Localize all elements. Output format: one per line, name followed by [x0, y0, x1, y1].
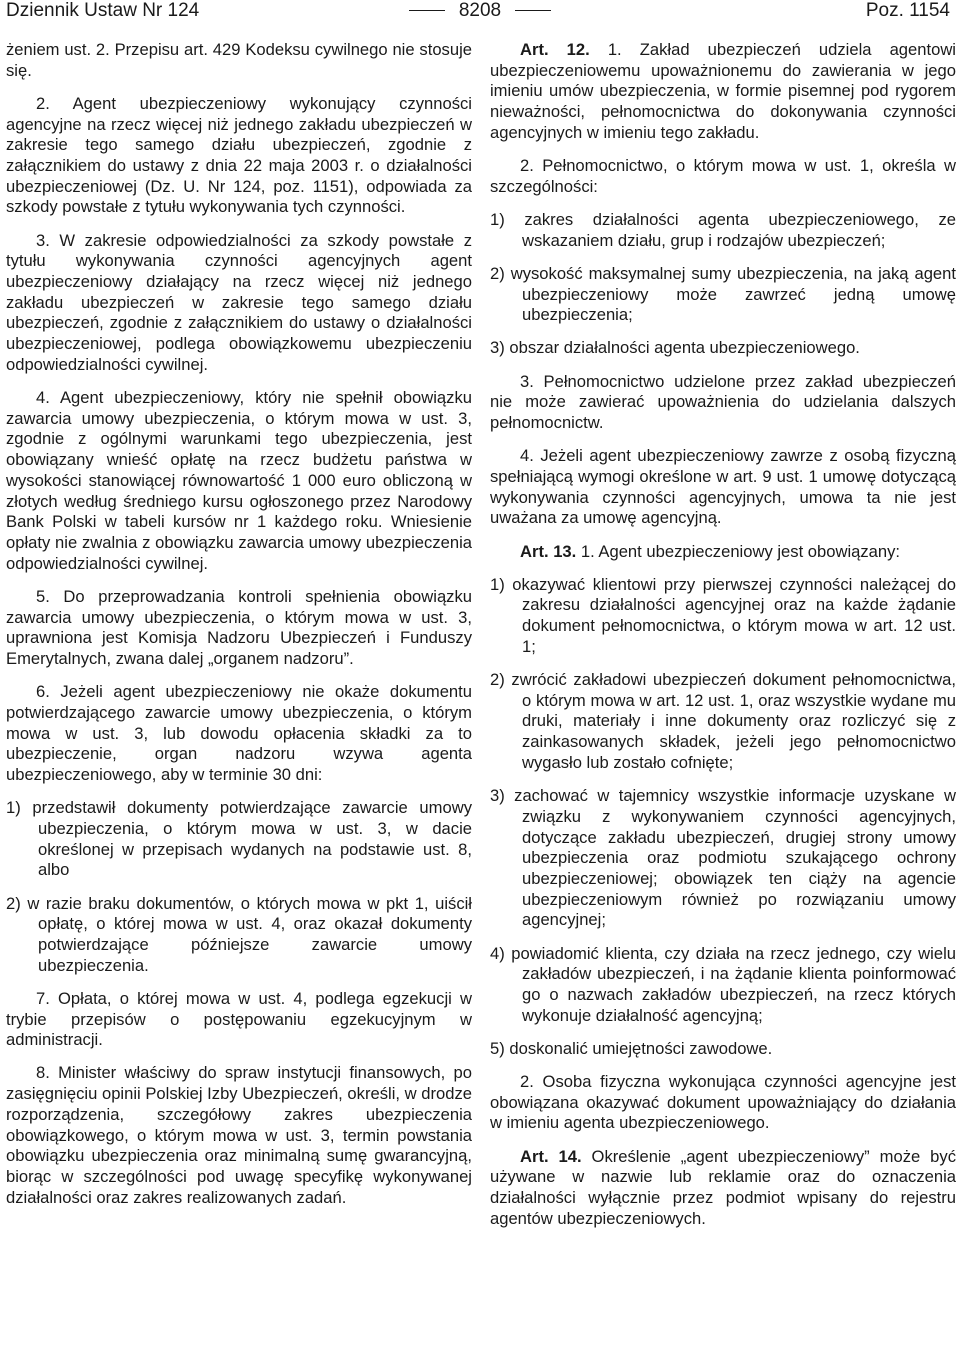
paragraph — [6, 989, 472, 1051]
paragraph-text: 2) w razie braku dokumentów, o których mowa w pkt 1, uiścił opłatę, o której mowa w ust. 4, oraz okazał dokumenty potwierdzające późniejsze zawarcie umowy ubezpieczenia. — [6, 893, 472, 975]
paragraph — [6, 682, 472, 786]
paragraph-text: 1) okazywać klientowi przy pierwszej czynności należącej do zakresu działalności agencyjnej oraz na każde żądanie dokument pełnomocnictwa, o którym mowa w art. 12 ust. 1; — [490, 574, 956, 656]
paragraph-text: 3. Pełnomocnictwo udzielone przez zakład ubezpieczeń nie może zawierać upoważnienia do udzielania dalszych pełnomocnictw. — [490, 371, 956, 433]
paragraph — [490, 1147, 956, 1230]
page-number-wrap — [6, 0, 954, 22]
list-item — [490, 264, 956, 326]
paragraph — [6, 1063, 472, 1208]
paragraph-text: 2. Osoba fizyczna wykonująca czynności agencyjne jest obowiązana okazywać dokument upoważniający do działania w imieniu agenta ubezpieczeniowego. — [490, 1072, 956, 1133]
paragraph — [490, 446, 956, 529]
paragraph-text: Określenie „agent ubezpieczeniowy” może być używane w nazwie lub reklamie oraz do oznaczenia działalności wyłącznie przez podmiot wpisany do rejestru agentów ubezpieczeniowych. — [490, 1146, 956, 1228]
page-number: 8208 — [458, 0, 502, 21]
list-item — [490, 786, 956, 931]
dash-left — [409, 10, 445, 11]
paragraph — [6, 94, 472, 218]
paragraph — [490, 372, 956, 434]
paragraph-text: 6. Jeżeli agent ubezpieczeniowy nie okaże dokumentu potwierdzającego zawarcie umowy ubezpieczenia, o którym mowa w ust. 3, lub dowodu opłacenia składki za to ubezpieczenie, organ nadzoru wzywa agenta ubezpieczeniowego, aby w terminie 30 dni: — [6, 682, 472, 784]
paragraph — [6, 587, 472, 670]
paragraph — [490, 40, 956, 144]
paragraph — [490, 1072, 956, 1134]
paragraph-text: 2. Pełnomocnictwo, o którym mowa w ust. 1, określa w szczególności: — [490, 156, 956, 196]
paragraph-text: 8. Minister właściwy do spraw instytucji finansowych, po zasięgnięciu opinii Polskiej Izby Ubezpieczeń, określi, w drodze rozporządzenia, szczegółowy zakres ubezpieczenia obowiązkowego, o którym mowa w ust. 3, termin powstania obowiązku ubezpieczenia oraz minimalną sumę gwarancyjną, biorąc w szczególności pod uwagę specyfikę wykonywanej działalności oraz zakres realizowanych zadań. — [6, 1063, 472, 1207]
list-item — [490, 1039, 956, 1060]
paragraph-text: 3) zachować w tajemnicy wszystkie informacje uzyskane w związku z wykonywaniem czynności agencyjnych, dotyczące zakładu ubezpieczeń, drugiej strony umowy ubezpieczenia oraz podmiotu szukającego ochrony ubezpieczeniowej; obowiązek ten ciąży na agencie ubezpieczeniowym również po rozwiązaniu umowy agencyjnej; — [490, 786, 956, 930]
right-column — [490, 40, 956, 1242]
list-item — [490, 210, 956, 251]
paragraph-text: 2) zwrócić zakładowi ubezpieczeń dokument pełnomocnictwa, o którym mowa w art. 12 ust. 1, oraz wszystkie wydane mu druki, materiały i inne dokumenty oraz rozliczyć się z zainkasowanych składek, jeżeli jego pełnomocnictwo wygasło lub zostało cofnięte; — [490, 670, 956, 772]
paragraph-text: żeniem ust. 2. Przepisu art. 429 Kodeksu cywilnego nie stosuje się. — [6, 40, 472, 80]
left-column — [6, 40, 472, 1221]
paragraph-text: 4. Agent ubezpieczeniowy, który nie spełnił obowiązku zawarcia umowy ubezpieczenia, o którym mowa w ust. 3, zgodnie z ogólnymi warunkami tego ubezpieczenia, jest obowiązany wnieść opłatę na rzecz budżetu państwa w wysokości stanowiącej równowartość 1 000 euro obliczoną w złotych według średniego kursu ogłoszonego przez Narodowy Bank Polski w tabeli kursów nr 1 każdego roku. Wniesienie opłaty nie zwalnia z obowiązku zawarcia umowy ubezpieczenia odpowiedzialności cywilnej. — [6, 388, 472, 573]
paragraph-text: 4) powiadomić klienta, czy działa na rzecz jednego, czy wielu zakładów ubezpieczeń, i na żądanie klienta poinformować go o nazwach zakładów ubezpieczeń, na rzecz których wykonuje działalność agencyjną; — [490, 943, 956, 1025]
paragraph — [6, 388, 472, 574]
paragraph — [6, 231, 472, 376]
paragraph — [490, 156, 956, 197]
paragraph-text: 1. Agent ubezpieczeniowy jest obowiązany: — [576, 541, 901, 561]
list-item — [490, 575, 956, 658]
list-item — [6, 798, 472, 881]
paragraph-text: 5) doskonalić umiejętności zawodowe. — [490, 1038, 773, 1058]
paragraph-text: 3) obszar działalności agenta ubezpieczeniowego. — [490, 338, 860, 358]
paragraph — [6, 40, 472, 81]
list-item — [490, 338, 956, 359]
dash-right — [515, 10, 551, 11]
page-header — [6, 0, 954, 24]
position-number: Poz. 1154 — [865, 0, 950, 21]
paragraph-text: 5. Do przeprowadzania kontroli spełnienia obowiązku zawarcia umowy ubezpieczenia, o którym mowa w ust. 3, uprawniona jest Komisja Nadzoru Ubezpieczeń i Funduszy Emerytalnych, zwana dalej „organem nadzoru”. — [6, 586, 472, 668]
paragraph-text: 3. W zakresie odpowiedzialności za szkody powstałe z tytułu wykonywania czynności agencyjnych agent ubezpieczeniowy działający na rzecz więcej niż jednego zakładu ubezpieczeń w zakresie tego samego działu ubezpieczeń, zgodnie z załącznikiem do ustawy o działalności ubezpieczeniowej, podlega obowiązkowemu ubezpieczeniu odpowiedzialności cywilnej. — [6, 230, 472, 374]
list-item — [490, 944, 956, 1027]
paragraph-text: 7. Opłata, o której mowa w ust. 4, podlega egzekucji w trybie przepisów o postępowaniu egzekucyjnym w administracji. — [6, 988, 472, 1050]
list-item — [6, 894, 472, 977]
paragraph-text: 2. Agent ubezpieczeniowy wykonujący czynności agencyjne na rzecz więcej niż jednego zakładu ubezpieczeń w zakresie tego samego działu ubezpieczeń, zgodnie z załącznikiem do ustawy z dnia 22 maja 2003 r. o działalności ubezpieczeniowej (Dz. U. Nr 124, poz. 1151), odpowiada za szkody powstałe z tytułu wykonywania tych czynności. — [6, 93, 472, 217]
paragraph-text: 4. Jeżeli agent ubezpieczeniowy zawrze z osobą fizyczną spełniającą wymogi określone w art. 9 ust. 1 umowę dotyczącą wykonywania czynności agencyjnych, umowa ta nie jest uważana za umowę agencyjną. — [490, 446, 956, 528]
paragraph-text: 1) przedstawił dokumenty potwierdzające zawarcie umowy ubezpieczenia, o którym mowa w ust. 3, w dacie określonej w przepisach wydanych na podstawie ust. 8, albo — [6, 798, 472, 880]
article-number: Art. 13. — [520, 541, 577, 561]
journal-title: Dziennik Ustaw Nr 124 — [6, 0, 200, 21]
article-number: Art. 12. — [520, 40, 590, 59]
paragraph — [490, 542, 956, 563]
list-item — [490, 670, 956, 774]
paragraph-text: 1. Zakład ubezpieczeń udziela agentowi ubezpieczeniowemu upoważnionemu do zawierania w jego imieniu umów ubezpieczenia, w formie pisemnej pod rygorem nieważności, pełnomocnictwa do dokonywania czynności agencyjnych w imieniu tego zakładu. — [490, 40, 956, 142]
paragraph-text: 2) wysokość maksymalnej sumy ubezpieczenia, na jaką agent ubezpieczeniowy może zawrzeć jedną umowę ubezpieczenia; — [490, 263, 956, 325]
article-number: Art. 14. — [520, 1146, 582, 1166]
paragraph-text: 1) zakres działalności agenta ubezpieczeniowego, ze wskazaniem działu, grup i rodzajów ubezpieczeń; — [490, 209, 956, 250]
